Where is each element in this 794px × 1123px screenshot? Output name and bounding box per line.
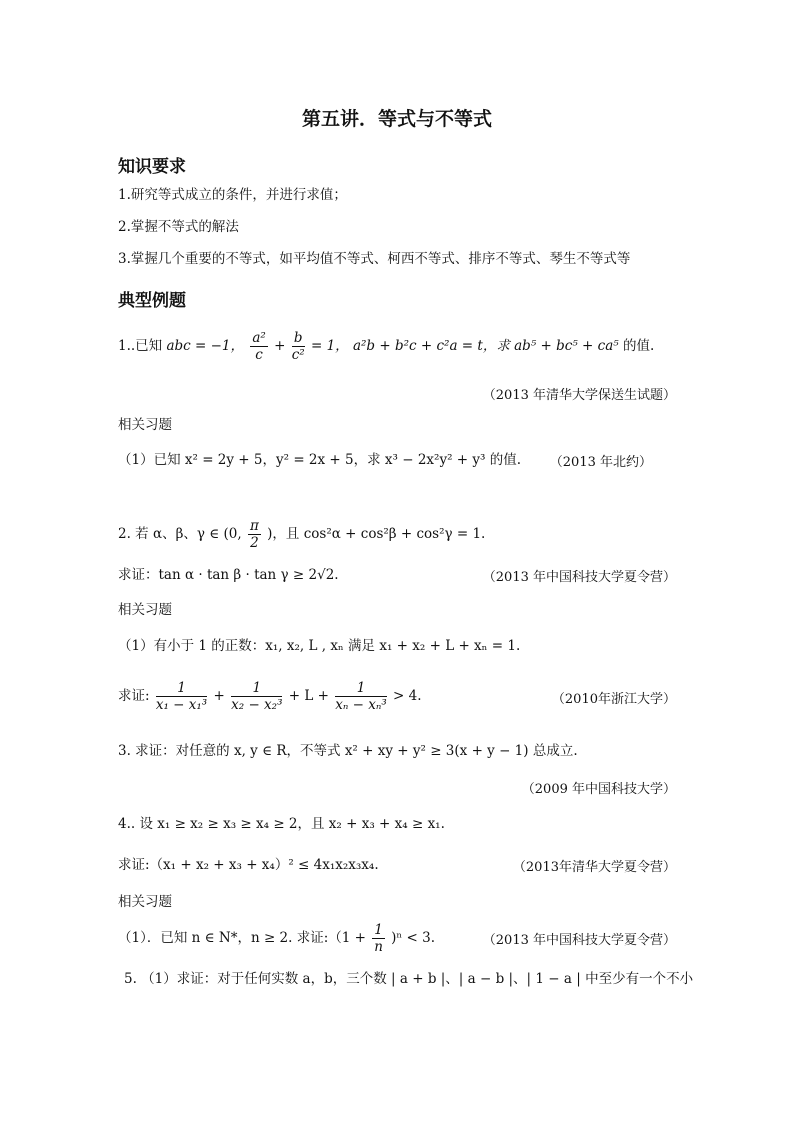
frac-numerator: a² [252,330,266,346]
frac-numerator: 1 [156,680,207,697]
problem-2-condition: )，且 cos²α + cos²β + cos²γ = 1. [267,526,486,542]
related-2-source: （2010年浙江大学） [551,692,676,707]
related-label-1: 相关习题 [118,417,172,433]
related-4-frac-1-n [372,922,385,955]
related-4-tail: )ⁿ < 3. [391,930,436,946]
related-2-line-1: （1）有小于 1 的正数：x₁, x₂, L , xₙ 满足 x₁ + x₂ + L + xₙ = 1. [118,638,521,654]
related-2-prove-label: 求证: [118,688,150,704]
page-title: 第五讲．等式与不等式 [301,108,492,130]
problem-2-source: （2013 年中国科技大学夏令营） [482,570,676,585]
problem-2-lead: 2. 若 α、β、γ ∈ (0, [118,526,242,542]
problem-1-lead: 1..已知 [118,338,163,354]
problem-4-line-2: 求证:（x₁ + x₂ + x₃ + x₄）² ≤ 4x₁x₂x₃x₄. [118,857,379,873]
frac-denominator: x₁ − x₁³ [155,697,208,713]
related-4-problem [118,918,435,958]
related-2-tail: > 4. [393,688,422,704]
frac-denominator: n [374,939,383,955]
problem-1 [118,326,654,366]
plus-sign: + [213,688,225,704]
problem-4-source: （2013年清华大学夏令营） [512,860,676,875]
problem-1-source: （2013 年清华大学保送生试题） [482,388,676,403]
related-4-source: （2013 年中国科技大学夏令营） [482,933,676,948]
frac-denominator: xₙ − xₙ³ [335,697,387,713]
problem-1-frac-b-c2 [292,330,305,363]
related-label-2: 相关习题 [118,602,172,618]
problem-4-line-1: 4.. 设 x₁ ≥ x₂ ≥ x₃ ≥ x₄ ≥ 2，且 x₂ + x₃ + x₄ ≥ x₁. [118,816,445,832]
problem-3-source: （2009 年中国科技大学） [521,782,676,797]
frac-numerator: 1 [335,680,386,697]
problem-1-eq2: = 1， [310,338,349,354]
section-heading-examples: 典型例题 [118,291,186,311]
related-2-ellipsis: + L + [288,688,329,704]
related-1-problem: （1）已知 x² = 2y + 5，y² = 2x + 5，求 x³ − 2x²y² + y³ 的值. [118,452,521,468]
related-2-frac-2 [231,680,282,713]
plus-sign: + [274,338,286,354]
section-heading-knowledge: 知识要求 [118,157,186,177]
problem-2-line-1 [118,514,485,554]
frac-numerator: 1 [374,922,383,938]
knowledge-item-2: 2.掌握不等式的解法 [118,219,239,235]
frac-denominator: c [255,347,263,363]
problem-1-frac-a2-c [250,330,267,363]
problem-1-eq4: ab⁵ + bc⁵ + ca⁵ [514,338,619,354]
problem-1-tail: 的值. [622,338,655,354]
problem-3: 3. 求证：对任意的 x, y ∈ R，不等式 x² + xy + y² ≥ 3(x + y − 1) 总成立. [118,743,578,759]
related-4-lead: （1）．已知 n ∈ N*，n ≥ 2. 求证:（1 + [118,930,366,946]
problem-1-eq3: a²b + b²c + c²a = t，求 [352,338,510,354]
frac-numerator: 1 [231,680,282,697]
problem-2-line-2: 求证：tan α · tan β · tan γ ≥ 2√2. [118,567,339,583]
related-2-frac-1 [156,680,207,713]
frac-numerator: π [249,518,259,534]
related-2-frac-n [335,680,386,713]
problem-2-frac-pi-2 [248,518,261,551]
related-1-source: （2013 年北约） [549,455,652,470]
frac-numerator: b [292,330,305,347]
knowledge-item-3: 3.掌握几个重要的不等式，如平均值不等式、柯西不等式、排序不等式、琴生不等式等 [118,251,631,267]
frac-denominator: c² [291,347,305,363]
problem-5: 5. （1）求证：对于任何实数 a，b，三个数 | a + b |、| a − b |、| 1 − a | 中至少有一个不小 [124,971,694,987]
problem-1-eq1: abc = −1， [166,338,245,354]
frac-denominator: x₂ − x₂³ [231,697,283,713]
related-label-4: 相关习题 [118,894,172,910]
related-2-line-2 [118,674,422,718]
knowledge-item-1: 1.研究等式成立的条件，并进行求值； [118,187,347,203]
frac-denominator: 2 [250,535,259,551]
